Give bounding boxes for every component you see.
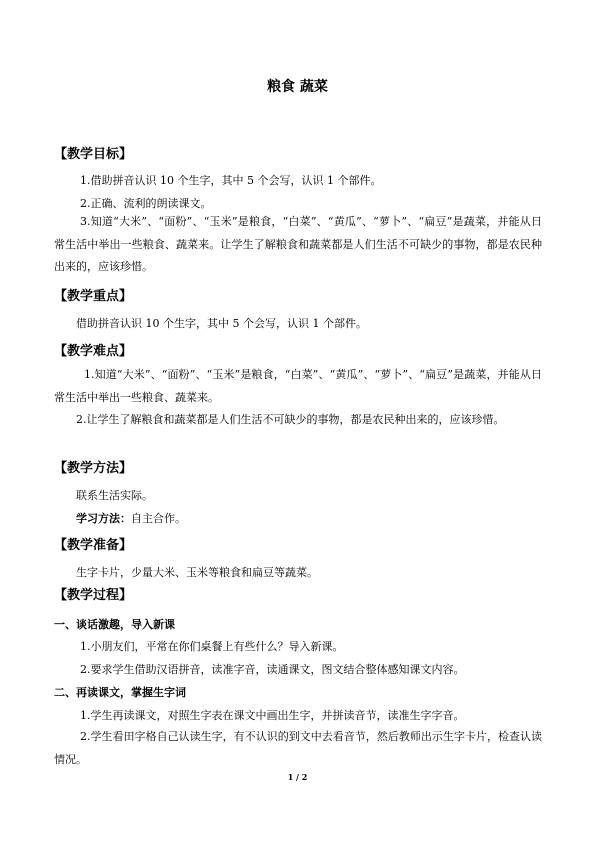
methods-text: 联系生活实际。 xyxy=(76,489,153,502)
learning-method-label: 学习方法： xyxy=(76,512,131,525)
page-number: 1 / 2 xyxy=(287,772,308,782)
key-points-text: 借助拼音认识 10 个生字，其中 5 个会写，认识 1 个部件。 xyxy=(76,317,367,330)
goal-item-2: 2.正确、流利的朗读课文。 xyxy=(80,197,212,210)
learning-method xyxy=(76,511,186,527)
learning-method-value: 自主合作。 xyxy=(131,512,186,525)
section-heading-key-points: 【教学重点】 xyxy=(54,289,133,304)
process-part2-item-1: 1.学生再读课文，对照生字表在课文中画出生字，并拼读音节，读准生字字音。 xyxy=(80,709,465,722)
preparation-text: 生字卡片，少量大米、玉米等粮食和扁豆等蔬菜。 xyxy=(76,566,318,579)
difficulty-item-2: 2.让学生了解粮食和蔬菜都是人们生活不可缺少的事物，都是农民种出来的，应该珍惜。 xyxy=(76,413,505,426)
section-heading-difficulties: 【教学难点】 xyxy=(54,344,133,359)
process-part1-title: 一、谈话激趣，导入新课 xyxy=(54,618,175,631)
goal-item-3: 3.知道“大米”、“面粉”、“玉米”是粮食，“白菜”、“黄瓜”、“萝卜”、“扁豆”是蔬菜，并能从日常生活中举出一些粮食、蔬菜来。让学生了解粮食和蔬菜都是人们生活不可缺少的事物，都是农民种出来的，应该珍惜。 xyxy=(54,215,542,273)
section-heading-goals: 【教学目标】 xyxy=(54,147,133,162)
process-part2-item-2: 2.学生看田字格自己认读生字，有不认识的到文中去看音节，然后教师出示生字卡片，检查认读情况。 xyxy=(54,730,542,766)
section-heading-process: 【教学过程】 xyxy=(54,588,133,603)
process-part2-title: 二、再读课文，掌握生字词 xyxy=(54,686,186,699)
page-title: 粮食 蔬菜 xyxy=(267,79,328,95)
process-part1-item-1: 1.小朋友们，平常在你们桌餐上有些什么？导入新课。 xyxy=(80,640,344,653)
section-heading-methods: 【教学方法】 xyxy=(54,461,133,476)
goal-item-1: 1.借助拼音认识 10 个生字，其中 5 个会写，认识 1 个部件。 xyxy=(80,174,382,187)
section-heading-preparation: 【教学准备】 xyxy=(54,538,133,553)
difficulty-item-1: 1.知道“大米”、“面粉”、“玉米”是粮食，“白菜”、“黄瓜”、“萝卜”、“扁豆”是蔬菜，并能从日常生活中举出一些粮食、蔬菜来。 xyxy=(54,368,542,404)
process-part1-item-2: 2.要求学生借助汉语拼音，读准字音，读通课文，图文结合整体感知课文内容。 xyxy=(80,663,465,676)
